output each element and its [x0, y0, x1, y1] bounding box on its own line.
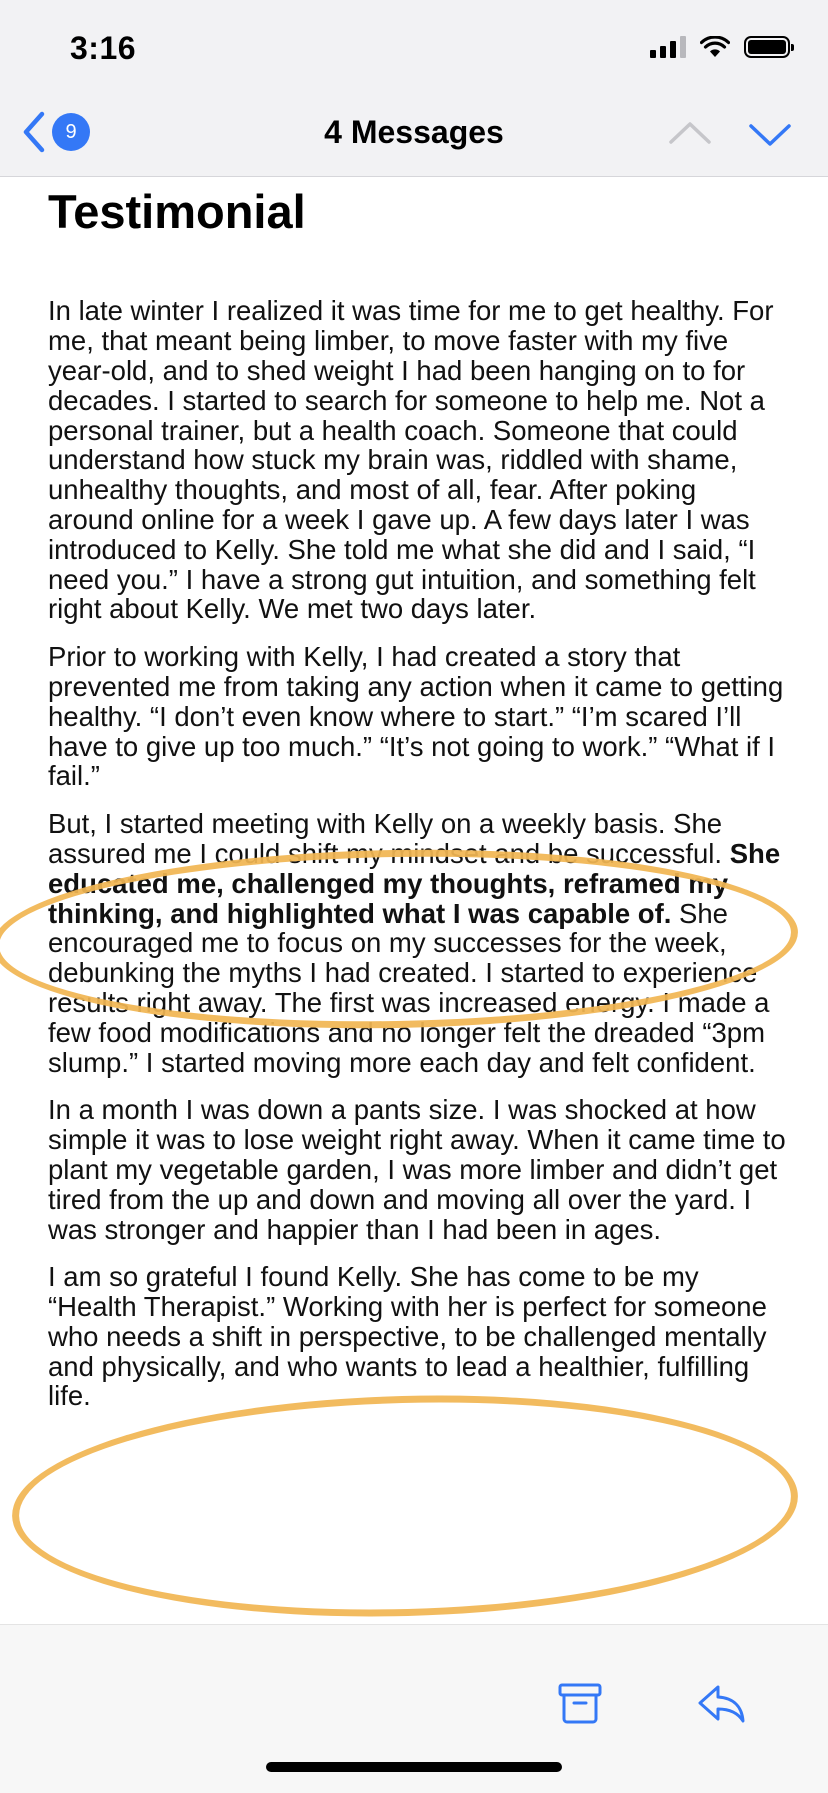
paragraph: In late winter I realized it was time for me to get healthy. For me, that meant being limber, to move faster with my five year-old, and to shed weight I had been hanging on to for decades. I started to search for someone to help me. Not a personal trainer, but a health coach. Someone that could understand how stuck my brain was, riddled with shame, unhealthy thoughts, and most of all, fear. After poking around online for a week I gave up. A few days later I was introduced to Kelly. She told me what she did and I said, “I need you.” I have a strong gut intuition, and something felt right about Kelly. We met two days later. — [48, 295, 774, 625]
reply-icon — [696, 1679, 746, 1727]
paragraph: In a month I was down a pants size. I was shocked at how simple it was to lose weight right away. When it came time to plant my vegetable garden, I was more limber and didn’t get tired from the up and down and moving all over the yard. I was stronger and happier than I had been in ages. — [48, 1094, 786, 1245]
status-icons — [650, 36, 790, 58]
message-arrows — [668, 112, 792, 156]
paragraph: Prior to working with Kelly, I had created a story that prevented me from taking any action when it came to getting healthy. “I don’t even know where to start.” “I’m scared I’ll have to give up too much.” “It’s not going to work.” “What if I fail.” — [48, 641, 784, 792]
archive-icon — [556, 1679, 604, 1727]
bold-highlight-text: She educated me, challenged my thoughts, reframed my thinking, and highlighted what I was capable of. — [48, 837, 781, 929]
reply-button[interactable] — [696, 1679, 746, 1732]
email-body — [48, 176, 788, 1624]
message-nav-bar — [0, 100, 828, 177]
signal-icon — [650, 36, 686, 58]
status-bar — [0, 0, 828, 100]
battery-icon — [744, 36, 790, 58]
paragraph: I am so grateful I found Kelly. She has come to be my “Health Therapist.” Working with her is perfect for someone who needs a shift in perspective, to be challenged mentally and physically, and who wants to lead a healthier, fulfilling life. — [48, 1261, 767, 1412]
unread-count-badge: 9 — [52, 113, 90, 151]
wifi-icon — [700, 36, 730, 58]
previous-message-icon[interactable] — [668, 112, 712, 156]
status-time: 3:16 — [70, 30, 137, 66]
paragraph — [48, 809, 788, 1077]
archive-button[interactable] — [556, 1679, 604, 1732]
paragraph-text: She encouraged me to focus on my successes for the week, debunking the myths I had created. I started to experience results right away. The first was increased energy. I made a few food modifications and no longer felt the dreaded “3pm slump.” I started moving more each day and felt confident. — [48, 897, 770, 1078]
paragraph-text: But, I started meeting with Kelly on a weekly basis. She assured me I could shift my mindset and be successful. — [48, 808, 723, 869]
nav-title: 4 Messages — [324, 114, 504, 150]
home-indicator — [266, 1762, 562, 1772]
next-message-icon[interactable] — [748, 112, 792, 156]
email-heading: Testimonial — [48, 185, 306, 238]
